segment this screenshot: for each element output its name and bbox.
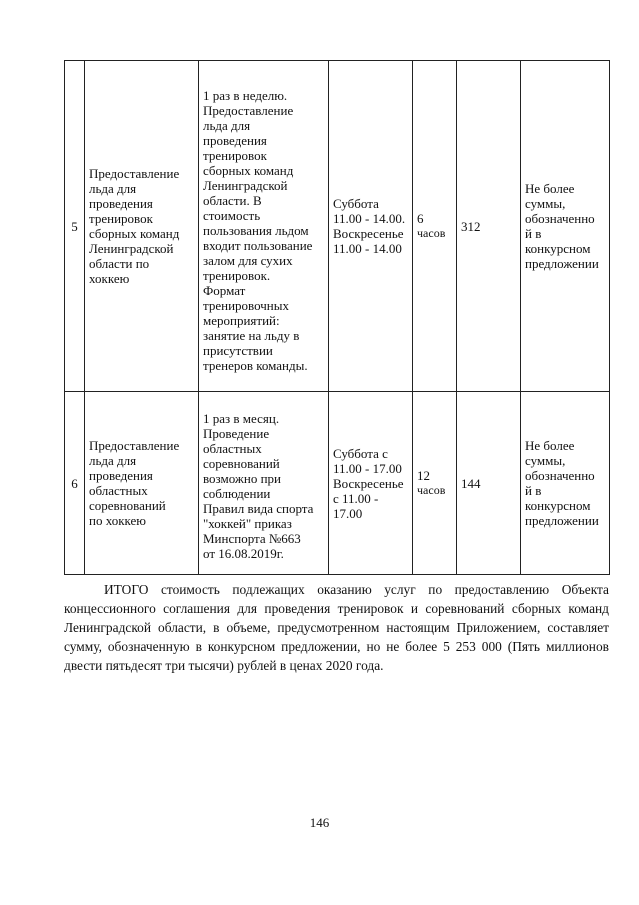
row-number: 5 — [71, 218, 78, 234]
service-name-cell — [85, 392, 199, 575]
count-cell — [457, 61, 521, 392]
hours-cell — [413, 61, 457, 392]
service-description-cell — [199, 61, 329, 392]
service-name: Предоставление льда для проведения областных соревнований по хоккею — [89, 438, 180, 528]
service-name-cell — [85, 61, 199, 392]
schedule: Суббота 11.00 - 14.00. Воскресенье 11.00 - 14.00 — [333, 196, 406, 256]
price-cell — [521, 61, 610, 392]
hours-value: 12 — [417, 468, 430, 483]
total-cost-paragraph: ИТОГО стоимость подлежащих оказанию услуг по предоставлению Объекта концессионного соглашения для проведения тренировок и соревнований сборных команд Ленинградской области, в объеме, предусмотренном настоящим Приложением, составляет сумму, обозначенную в конкурсном предложении, но не более 5 253 000 (Пять миллионов двести пятьдесят три тысячи) рублей в ценах 2020 года. — [64, 582, 609, 673]
hours-cell — [413, 392, 457, 575]
schedule-cell — [329, 61, 413, 392]
count-value: 144 — [461, 475, 481, 491]
page-number: 146 — [309, 815, 330, 830]
table-row — [65, 392, 610, 575]
price-text: Не более суммы, обозначенно й в конкурсном предложении — [525, 438, 599, 528]
row-number: 6 — [71, 475, 78, 491]
service-description-cell — [199, 392, 329, 575]
hours-unit: часов — [417, 226, 446, 240]
schedule-cell — [329, 392, 413, 575]
price-text: Не более суммы, обозначенно й в конкурсном предложении — [525, 181, 599, 271]
table-row — [65, 61, 610, 392]
price-cell — [521, 392, 610, 575]
schedule: Суббота с 11.00 - 17.00 Воскресенье с 11.00 - 17.00 — [333, 445, 404, 521]
row-number-cell — [65, 392, 85, 575]
hours-value: 6 — [417, 211, 424, 226]
count-value: 312 — [461, 218, 481, 234]
hours-unit: часов — [417, 483, 446, 497]
service-description: 1 раз в месяц. Проведение областных соревнований возможно при соблюдении Правил вида спорта "хоккей" приказ Минспорта №663 от 16.08.2019г. — [203, 411, 314, 561]
row-number-cell — [65, 61, 85, 392]
count-cell — [457, 392, 521, 575]
service-name: Предоставление льда для проведения тренировок сборных команд Ленинградской области по хоккею — [89, 166, 180, 286]
services-table — [64, 60, 610, 575]
service-description: 1 раз в неделю. Предоставление льда для проведения тренировок сборных команд Ленинградской области. В стоимость пользования льдом входит пользование залом для сухих тренировок. Формат тренировочных мероприятий: занятие на льду в присутствии тренеров команды. — [203, 87, 313, 373]
